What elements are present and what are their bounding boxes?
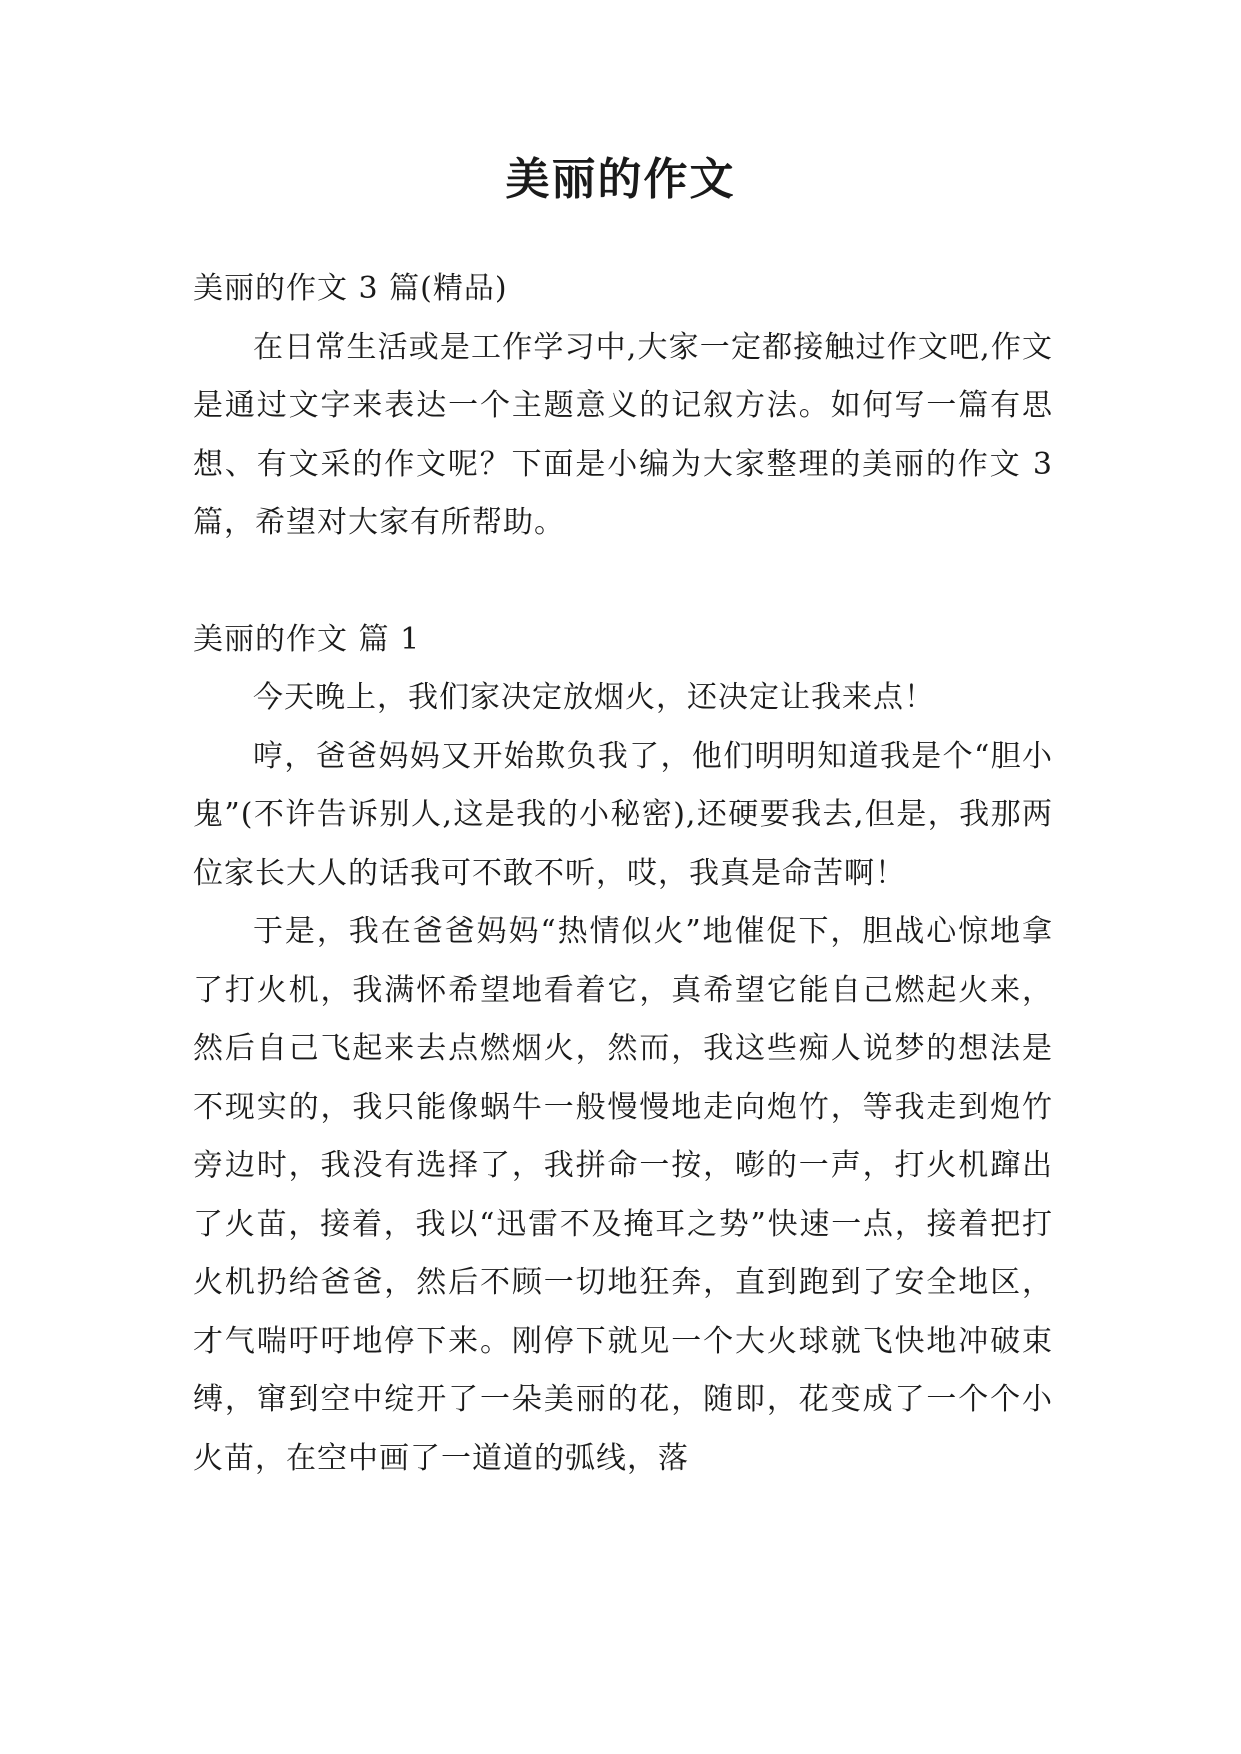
document-body bbox=[193, 260, 1053, 1488]
section-heading: 美丽的作文 篇 1 bbox=[193, 621, 421, 657]
section-spacer bbox=[193, 553, 1053, 611]
section-paragraph-3: 于是，我在爸爸妈妈“热情似火”地催促下，胆战心惊地拿了打火机，我满怀希望地看着它，真希望它能自己燃起火来，然后自己飞起来去点燃烟火，然而，我这些痴人说梦的想法是不现实的，我只能像蜗牛一般慢慢地走向炮竹，等我走到炮竹旁边时，我没有选择了，我拼命一按，嘭的一声，打火机蹿出了火苗，接着，我以“迅雷不及掩耳之势”快速一点，接着把打火机扔给爸爸，然后不顾一切地狂奔，直到跑到了安全地区，才气喘吁吁地停下来。刚停下就见一个大火球就飞快地冲破束缚，窜到空中绽开了一朵美丽的花，随即，花变成了一个个小火苗，在空中画了一道道的弧线，落 bbox=[193, 914, 1053, 1476]
section-paragraph-2: 哼，爸爸妈妈又开始欺负我了，他们明明知道我是个“胆小鬼”(不许告诉别人,这是我的小秘密),还硬要我去,但是，我那两位家长大人的话我可不敢不听，哎，我真是命苦啊！ bbox=[193, 738, 1053, 891]
document-subtitle: 美丽的作文 3 篇(精品) bbox=[193, 271, 508, 306]
document-title: 美丽的作文 bbox=[505, 154, 736, 205]
intro-paragraph: 在日常生活或是工作学习中,大家一定都接触过作文吧,作文是通过文字来表达一个主题意义的记叙方法。如何写一篇有思想、有文采的作文呢？下面是小编为大家整理的美丽的作文 3 篇，希望对大家有所帮助。 bbox=[193, 329, 1053, 540]
section-paragraph-1: 今天晚上，我们家决定放烟火，还决定让我来点！ bbox=[253, 680, 935, 715]
